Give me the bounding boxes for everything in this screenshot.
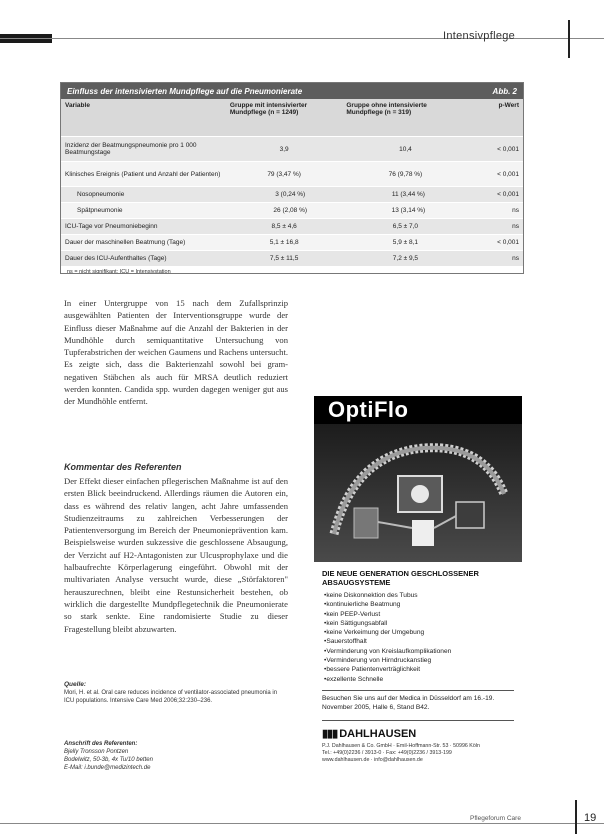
- table-row: [61, 186, 523, 202]
- table-title-bar: [61, 83, 523, 99]
- column-header: Gruppe mit intensivierter Mundpflege (n = 1249): [229, 102, 308, 116]
- cell-value: 3 (0,24 %): [275, 191, 306, 198]
- author-line: Bjelly Tronsson Pontzen: [64, 749, 129, 755]
- row-label: Dauer des ICU-Aufenthaltes (Tage): [65, 255, 167, 262]
- column-header: Gruppe ohne intensivierte Mundpflege (n = 319): [346, 102, 427, 116]
- company-name: DAHLHAUSEN: [339, 728, 417, 741]
- author-block: [64, 740, 288, 772]
- author-label: Anschrift des Referenten:: [64, 741, 138, 747]
- advertisement: [314, 396, 522, 805]
- table-row: [61, 161, 523, 186]
- author-line: Bodelwitz, 50-3b, 4x Tu/10 betten: [64, 757, 153, 763]
- address-line: P.J. Dahlhausen & Co. GmbH · Emil-Hoffmann-Str. 53 · 50996 Köln: [322, 743, 480, 750]
- cell-value: < 0,001: [497, 170, 519, 178]
- comment-paragraph: Der Effekt dieser einfachen pflegerischen Maßnahme ist auf den ersten Blick beeindruckend. Allerdings räumen die Autoren ein, dass es während des relativ langen, acht Jahre umfassenden Studienzeitraums zu zahlreichen Verbesserungen der Patientenversorgung im Bereich der Pneumonieprävention kam. Beispielsweise wurden sukzessive die geschlossene Absaugung, der Verzicht auf H2-Antagonisten zur Ulcusprophylaxe und die halbaufrechte Körperlagerung eingeführt. Obwohl mit der multivariaten Analyse versucht wurde, diese „Störfaktoren" herauszurechnen, bleibt eine Restunsicherheit bestehen, ob wirklich die dargestellte Mundpflegetechnik die Pneumonierate so stark senkte. Eine randomisierte Studie zu dieser Fragestellung bleibt abzuwarten.: [64, 476, 288, 634]
- address-line: www.dahlhausen.de · info@dahlhausen.de: [322, 757, 423, 764]
- row-label: Dauer der maschinellen Beatmung (Tage): [65, 239, 186, 246]
- source-block: [64, 681, 288, 705]
- cell-value: 10,4: [399, 145, 412, 153]
- table-row: [61, 218, 523, 234]
- page-number: 19: [584, 812, 597, 824]
- footer-divider: [575, 800, 577, 834]
- table-row: [61, 202, 523, 218]
- journal-name: Pflegeforum Care: [470, 815, 521, 822]
- section-label: Intensivpflege: [443, 30, 516, 42]
- cell-value: < 0,001: [497, 191, 519, 198]
- cell-value: 3,9: [279, 145, 289, 153]
- feature-item: • keine Diskonnektion des Tubus: [324, 591, 512, 600]
- table-title: Einfluss der intensivierten Mundpflege auf die Pneumonierate: [67, 86, 303, 96]
- body-paragraph: In einer Untergruppe von 15 nach dem Zufallsprinzip ausgewählten Patienten der Interventionsgruppe wurde der Einfluss dieser Maßnahme auf die Anzahl der Bakterien in der Mundhöhle durch semiquantitative Untersuchung von Tupferabstrichen der weichen Gaumens und Rachens untersucht. Es zeigte sich, dass die Bakterienzahl sowohl bei gram-negativen Stäbchen als auch für MRSA deutlich reduziert werden konnten. Candida spp. wurden dagegen weniger gut aus der Mundhöhle entfernt.: [64, 298, 288, 407]
- source-label: Quelle:: [64, 681, 87, 688]
- cell-value: < 0,001: [497, 239, 519, 246]
- product-photo: [314, 424, 522, 562]
- source-text: Mori, H. et al. Oral care reduces incidence of ventilator-associated pneumonia in ICU populations. Intensive Care Med 2006;32:230–236.: [64, 690, 278, 704]
- cell-value: ns: [512, 255, 519, 262]
- feature-item: • Verminderung von Hirndruckanstieg: [324, 656, 512, 665]
- header-divider: [568, 20, 570, 58]
- cell-value: 76 (9,78 %): [388, 170, 423, 178]
- company-address: [322, 743, 514, 764]
- cell-value: ns: [512, 223, 519, 230]
- feature-item: • exzellente Schnelle: [324, 675, 512, 684]
- body-column: [64, 297, 288, 408]
- feature-item: • Verminderung von Kreislaufkomplikationen: [324, 647, 512, 656]
- feature-item: • keine Verkeimung der Umgebung: [324, 628, 512, 637]
- visit-notice: Besuchen Sie uns auf der Medica in Düsseldorf am 16.-19. November 2005, Halle 6, Stand B42.: [322, 690, 514, 712]
- ad-subtitle: DIE NEUE GENERATION GESCHLOSSENER ABSAUGSYSTEME: [322, 569, 479, 587]
- feature-list: [314, 591, 522, 684]
- feature-item: • kein PEEP-Verlust: [324, 610, 512, 619]
- table-row: [61, 136, 523, 161]
- cell-value: 11 (3,44 %): [391, 191, 425, 198]
- table-number: Abb. 2: [492, 86, 517, 96]
- row-label: Nosopneumonie: [77, 191, 125, 198]
- logo-icon: ▮▮▮: [322, 728, 340, 741]
- row-label: ICU-Tage vor Pneumoniebeginn: [65, 223, 158, 230]
- author-line: E-Mail: i.bunde@medizintech.de: [64, 765, 151, 771]
- cell-value: 6,5 ± 7,0: [392, 223, 419, 230]
- cell-value: ns: [512, 207, 519, 214]
- cell-value: 7,5 ± 11,5: [269, 255, 299, 262]
- feature-item: • kein Sättigungsabfall: [324, 619, 512, 628]
- feature-item: • Sauerstoffhalt: [324, 637, 512, 646]
- ad-title: OptiFlo: [314, 396, 522, 424]
- column-header: Variable: [65, 102, 90, 109]
- feature-item: • bessere Patientenverträglichkeit: [324, 665, 512, 674]
- cell-value: 7,2 ± 9,5: [392, 255, 419, 262]
- row-label: Inzidenz der Beatmungspneumonie pro 1 000 Beatmungstage: [65, 142, 197, 156]
- cell-value: < 0,001: [497, 145, 519, 153]
- cell-value: 5,9 ± 8,1: [392, 239, 419, 246]
- row-label: Spätpneumonie: [77, 207, 123, 214]
- data-table: [60, 82, 524, 274]
- table-row: [61, 250, 523, 266]
- footer-rule: [0, 823, 604, 824]
- cell-value: 5,1 ± 16,8: [269, 239, 299, 246]
- cell-value: 13 (3,14 %): [391, 207, 426, 214]
- row-label: Klinisches Ereignis (Patient und Anzahl der Patienten): [65, 170, 221, 178]
- cell-value: 26 (2,08 %): [273, 207, 308, 214]
- table-header: [61, 99, 523, 136]
- comment-column: [64, 475, 288, 635]
- feature-item: • kontinuierliche Beatmung: [324, 600, 512, 609]
- cell-value: 79 (3,47 %): [267, 170, 301, 178]
- company-logo: [322, 720, 514, 740]
- comment-heading: Kommentar des Referenten: [64, 462, 182, 472]
- table-footnote: ns = nicht signifikant; ICU = Intensivstation: [67, 269, 171, 274]
- suction-system-illustration: [314, 424, 522, 562]
- cell-value: 8,5 ± 4,6: [271, 223, 297, 230]
- address-line: Tel.: +49(0)2236 / 3913-0 · Fax: +49(0)2236 / 3913-199: [322, 750, 452, 757]
- column-header: p-Wert: [498, 102, 519, 109]
- table-row: [61, 234, 523, 250]
